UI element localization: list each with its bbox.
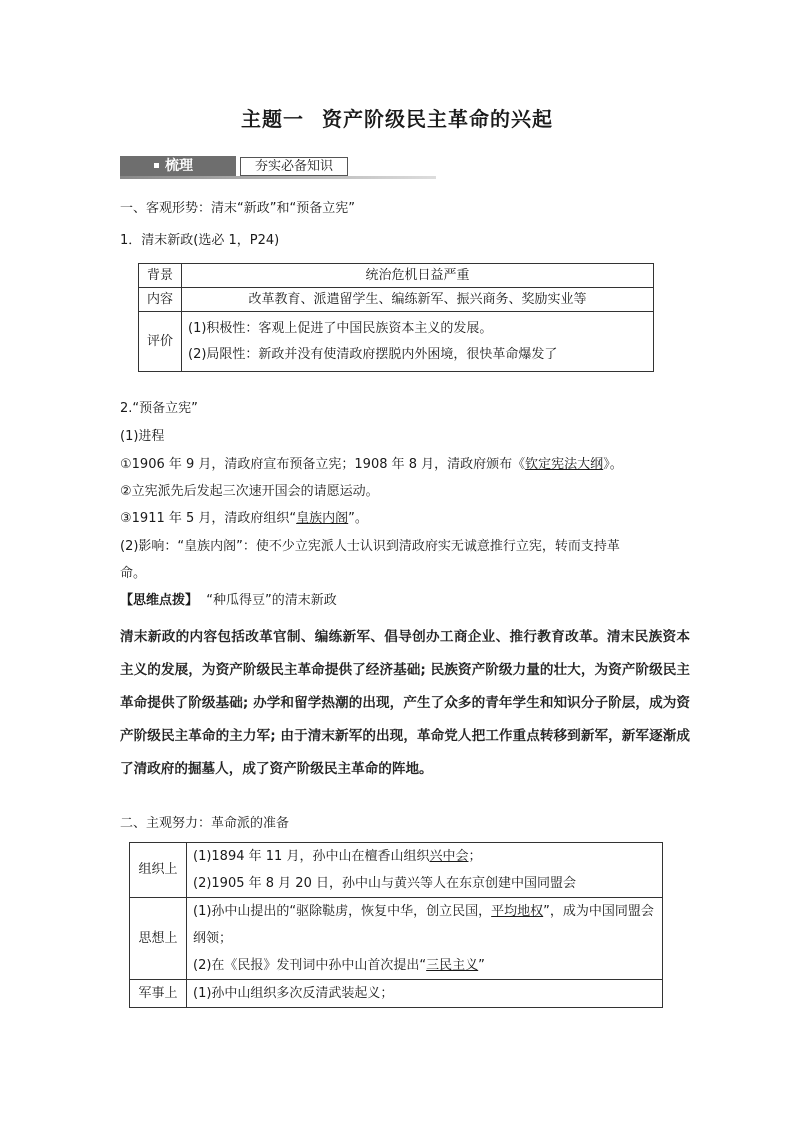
sub1-heading: (1)进程: [120, 429, 165, 444]
tip-heading: [120, 592, 337, 610]
p3-text-end: ”。: [348, 511, 368, 526]
table-cell: (1)孙中山组织多次反清武装起义；: [187, 980, 663, 1008]
p3-underlined: 皇族内阁: [296, 511, 349, 526]
idea1-text: (1)孙中山提出的“驱除鞑虏，恢复中华，创立民国，: [193, 904, 492, 919]
square-bullet-icon: [154, 163, 159, 168]
org1-underlined: 兴中会: [429, 849, 469, 864]
table-cell: 统治危机日益严重: [182, 264, 654, 288]
idea2-underlined: 三民主义: [426, 958, 479, 973]
section2-heading: 二、主观努力：革命派的准备: [120, 816, 290, 831]
idea-line2: [193, 952, 656, 979]
table-cell: 改革教育、派遣留学生、编练新军、振兴商务、奖励实业等: [182, 288, 654, 312]
title-part1: 主题一: [241, 107, 304, 131]
banner-rule: [120, 176, 436, 179]
org1-text: (1)1894 年 11 月，孙中山在檀香山组织: [193, 849, 430, 864]
tip-title: “种瓜得豆”的清末新政: [206, 593, 337, 608]
title-part2: 资产阶级民主革命的兴起: [322, 107, 553, 131]
tip-label: 【思维点拨】: [120, 593, 199, 608]
tip-body: 清末新政的内容包括改革官制、编练新军、倡导创办工商企业、推行教育改革。清末民族资本主义的发展，为资产阶级民主革命提供了经济基础; 民族资产阶级力量的壮大，为资产阶级民主革命提供了阶级基础; 办学和留学热潮的出现，产生了众多的青年学生和知识分子阶层，成为资产阶级民主革命的主力军; 由于清末新军的出现，革命党人把工作重点转移到新军，新军逐渐成了清政府的掘墓人，成了资产阶级民主革命的阵地。: [120, 629, 690, 777]
progress-point3: [120, 510, 368, 528]
org1-text-end: ；: [468, 849, 482, 864]
table-row-head: 背景: [139, 264, 182, 288]
revolution-table: [129, 842, 663, 1008]
table-row-head: 军事上: [130, 980, 187, 1008]
idea1-text-end: ”，成为中国同盟会纲领；: [193, 904, 654, 946]
evaluation-line2: (2)局限性：新政并没有使清政府摆脱内外困境，很快革命爆发了: [188, 346, 558, 362]
item2-heading: 2.“预备立宪”: [120, 401, 198, 416]
section1-heading: 一、客观形势：清末“新政”和“预备立宪”: [120, 201, 355, 216]
idea2-text-end: ”: [478, 958, 485, 973]
idea1-underlined: 平均地权: [491, 904, 544, 919]
p1-text-end: 》。: [603, 457, 623, 472]
org-line2: (2)1905 年 8 月 20 日，孙中山与黄兴等人在东京创建中国同盟会: [193, 876, 576, 891]
p3-text: ③1911 年 5 月，清政府组织“: [120, 511, 297, 526]
table-cell: [187, 843, 663, 898]
influence-line2: 命。: [120, 566, 147, 581]
p1-underlined: 钦定宪法大纲: [525, 457, 604, 472]
page-title: [0, 103, 794, 132]
idea2-text: (2)在《民报》发刊词中孙中山首次提出“: [193, 958, 427, 973]
idea-line1: [193, 898, 656, 952]
table-cell: [182, 312, 654, 372]
table-row-head: 评价: [139, 312, 182, 372]
evaluation-line1: (1)积极性：客观上促进了中国民族资本主义的发展。: [188, 320, 493, 336]
influence-line1: (2)影响：“皇族内阁”：使不少立宪派人士认识到清政府实无诚意推行立宪，转而支持革: [120, 539, 620, 554]
progress-point1: [120, 456, 623, 474]
section-banner: [120, 156, 436, 180]
banner-dark-text: 梳理: [165, 158, 193, 174]
table-cell: [187, 898, 663, 980]
table-row-head: 思想上: [130, 898, 187, 980]
reform-table: [138, 263, 654, 372]
banner-light-label: 夯实必备知识: [240, 157, 348, 176]
table-row-head: 组织上: [130, 843, 187, 898]
progress-point2: ②立宪派先后发起三次速开国会的请愿运动。: [120, 484, 379, 499]
table-row-head: 内容: [139, 288, 182, 312]
banner-dark-label: [120, 156, 236, 176]
p1-text: ①1906 年 9 月，清政府宣布预备立宪；1908 年 8 月，清政府颁布《: [120, 457, 526, 472]
item1-heading: 1．清末新政(选必 1，P24): [120, 233, 280, 248]
org-line1: [193, 843, 656, 870]
